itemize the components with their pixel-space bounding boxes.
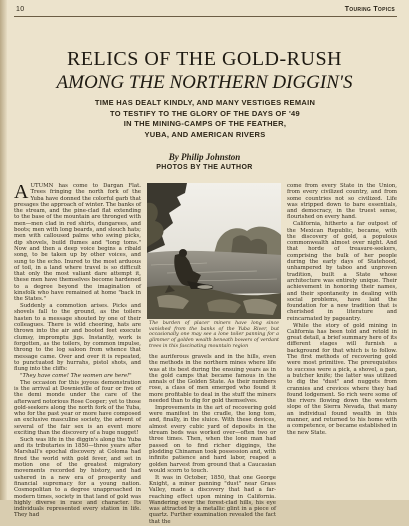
paragraph: Suddenly a commotion arises. Picks and shovels fall to the ground, as the toilers hasten to a message shouted by one of their colleagues. There is wild cheering, hats are thrown into the air and booted feet execute clumsy, impromptu jigs. Instantly, work is forgotten, as the toilers, by common impulse, throng to the log saloon from whence that message came. Over and over it is repeated, to punctuated by hurrahs, pistol shots, and flung into the cliffs: <box>14 303 141 373</box>
page-number: 10 <box>16 6 25 13</box>
article-photo <box>147 183 281 319</box>
paragraph: Such was life in the diggin's along the Yuba and its tributaries in 1850—three years after Marshall's epochal discovery at Coloma had fired the world with gold fever, and set in motion one of the greatest migratory movements recorded by history, and had ushered in a new era of prosperity and financial supremacy for a young nation. Cosmopolitan to a degree unapproached in modern times, society in that land of gold was highly diverse in race and character. Its individuals represented every station in life. They had <box>14 436 141 519</box>
paragraph: California, hitherto a far outpost of the Mexican Republic, became, with the discovery of gold, a populous commonwealth almost over night. And that horde of treasure-seekers, comprising the bulk of her people during the early days of Statehood, unhampered by taboo and unproven tradition, built a State whose architecture was entirely unique. Their achievement in honoring their names, and their spontaneity in dealing with social problems, have laid the foundation for a new tradition that is cherished in literature and reincarnated by pageantry. <box>287 221 397 322</box>
deck-line: TO TESTIFY TO THE GLORY OF THE DAYS OF '49 <box>110 108 300 118</box>
column-3 <box>287 183 397 436</box>
photo-caption: The burden of placer miners have long since vanished from the banks of the Yuba River, but occasionally one may see a lone toiler panning for a glimmer of golden wealth beneath bowers of verdant trees in this fascinating mountain region <box>149 321 279 349</box>
photo-credit: PHOTOS BY THE AUTHOR <box>156 164 253 171</box>
deck-line: YUBA, AND AMERICAN RIVERS <box>144 129 266 139</box>
paragraph: It was in October, 1850, that one George Knight, a miner panning "dust" near Grass Valley, made a discovery that had a far-reaching effect upon mining in California. Wandering over the forest-clad hills, his eye was attracted by a metallic glint in a piece of quartz. Further examination revealed the fact that the <box>149 474 276 525</box>
paragraph: "They have come! The women are here!" <box>20 372 132 379</box>
deck-line: TIME HAS DEALT KINDLY, AND MANY VESTIGES REMAIN <box>94 98 316 107</box>
article-deck <box>40 98 370 140</box>
paragraph: While the story of gold mining in California has been told and retold in great detail, a brief summary here of its different stages will furnish a background for that which is to follow. The first methods of recovering gold were most primitive. The prerequisites to success were a pick, a shovel, a pan, a butcher knife; the latter was utilized to dig the "dust" and nuggets from crannies and crevices where they had found lodgement. So rich were some of the rivers flowing down the western slope of the Sierra Nevada, that many an individual found wealth in this manner, and returned to his home with a competence, or became established in the new State. <box>287 322 397 436</box>
paragraph: the auriferous gravels and in the hills, even the methods in the northern mines where life was at its best during the ensuing years as in the gold camps that became famous in the annals of the Golden State. As their numbers rose, a class of men emerged who found it more profitable to deal in the stuff the miners needed than to dig for gold themselves. <box>149 354 276 405</box>
column-1 <box>14 183 141 519</box>
header-rule <box>14 16 397 17</box>
paragraph <box>14 183 141 303</box>
paragraph: come from every State in the Union, from every civilized country, and from some countries not so civilized. Life was stripped down to bare essentials, and democracy, in the truest sense, flourished on every hand. <box>287 183 397 221</box>
paragraph-text: UTUMN has come to Dargan Flat. Trees fringing the north fork of the Yuba have donned the colorful garb that presages the approach of winter. The banks of the stream, and the pine-clad flat extending to the base of the mountain are thronged with men—men clad in red shirts, dungarees, and boots; men with long beards, and slouch hats; men with calloused palms who swing picks, dip shovels, build flumes and "long toms." Now and then a deep voice begins a ribald song, to be taken up by other voices, and sung to the echo. Inured to the most arduous of toil, in a land where travel is so difficult that only the most valiant dare attempt it, these men have themselves become hardened to a degree beyond the imagination of kinsfolk who have remained at home "back in the States." <box>14 183 141 303</box>
magazine-name: Touring Topics <box>344 6 395 13</box>
deck-line: IN THE MINING-CAMPS OF THE FEATHER, <box>123 119 287 128</box>
article-subtitle: AMONG THE NORTHERN DIGGIN'S <box>56 72 353 93</box>
byline: By Philip Johnston <box>168 152 241 162</box>
paragraph: The occasion for this joyous demonstration is the arrival at Downieville of four or five of the demi monde under the care of the afterward notorious Rose Cooper; yet to those gold-seekers along the north fork of the Yuba, who for the past year or more have composed an exclusive masculine society, the advent of several of the fair sex is an event more exciting than the discovery of a huge nugget! <box>14 379 141 437</box>
paragraph: Improvements in the art of recovering gold were manifest in the cradle, the long tom, and, finally, in the sluice. With these devices, almost every cubic yard of deposits in the stream beds was worked over—often two or three times. Then, when the lone man had passed on to find richer diggings, the plodding Chinaman took possession and, with infinite patience and hard labor, reaped a golden harvest from ground that a Caucasian would scorn to touch. <box>149 404 276 474</box>
drop-cap: A <box>14 181 29 203</box>
article-title: RELICS OF THE GOLD-RUSH <box>66 48 343 70</box>
